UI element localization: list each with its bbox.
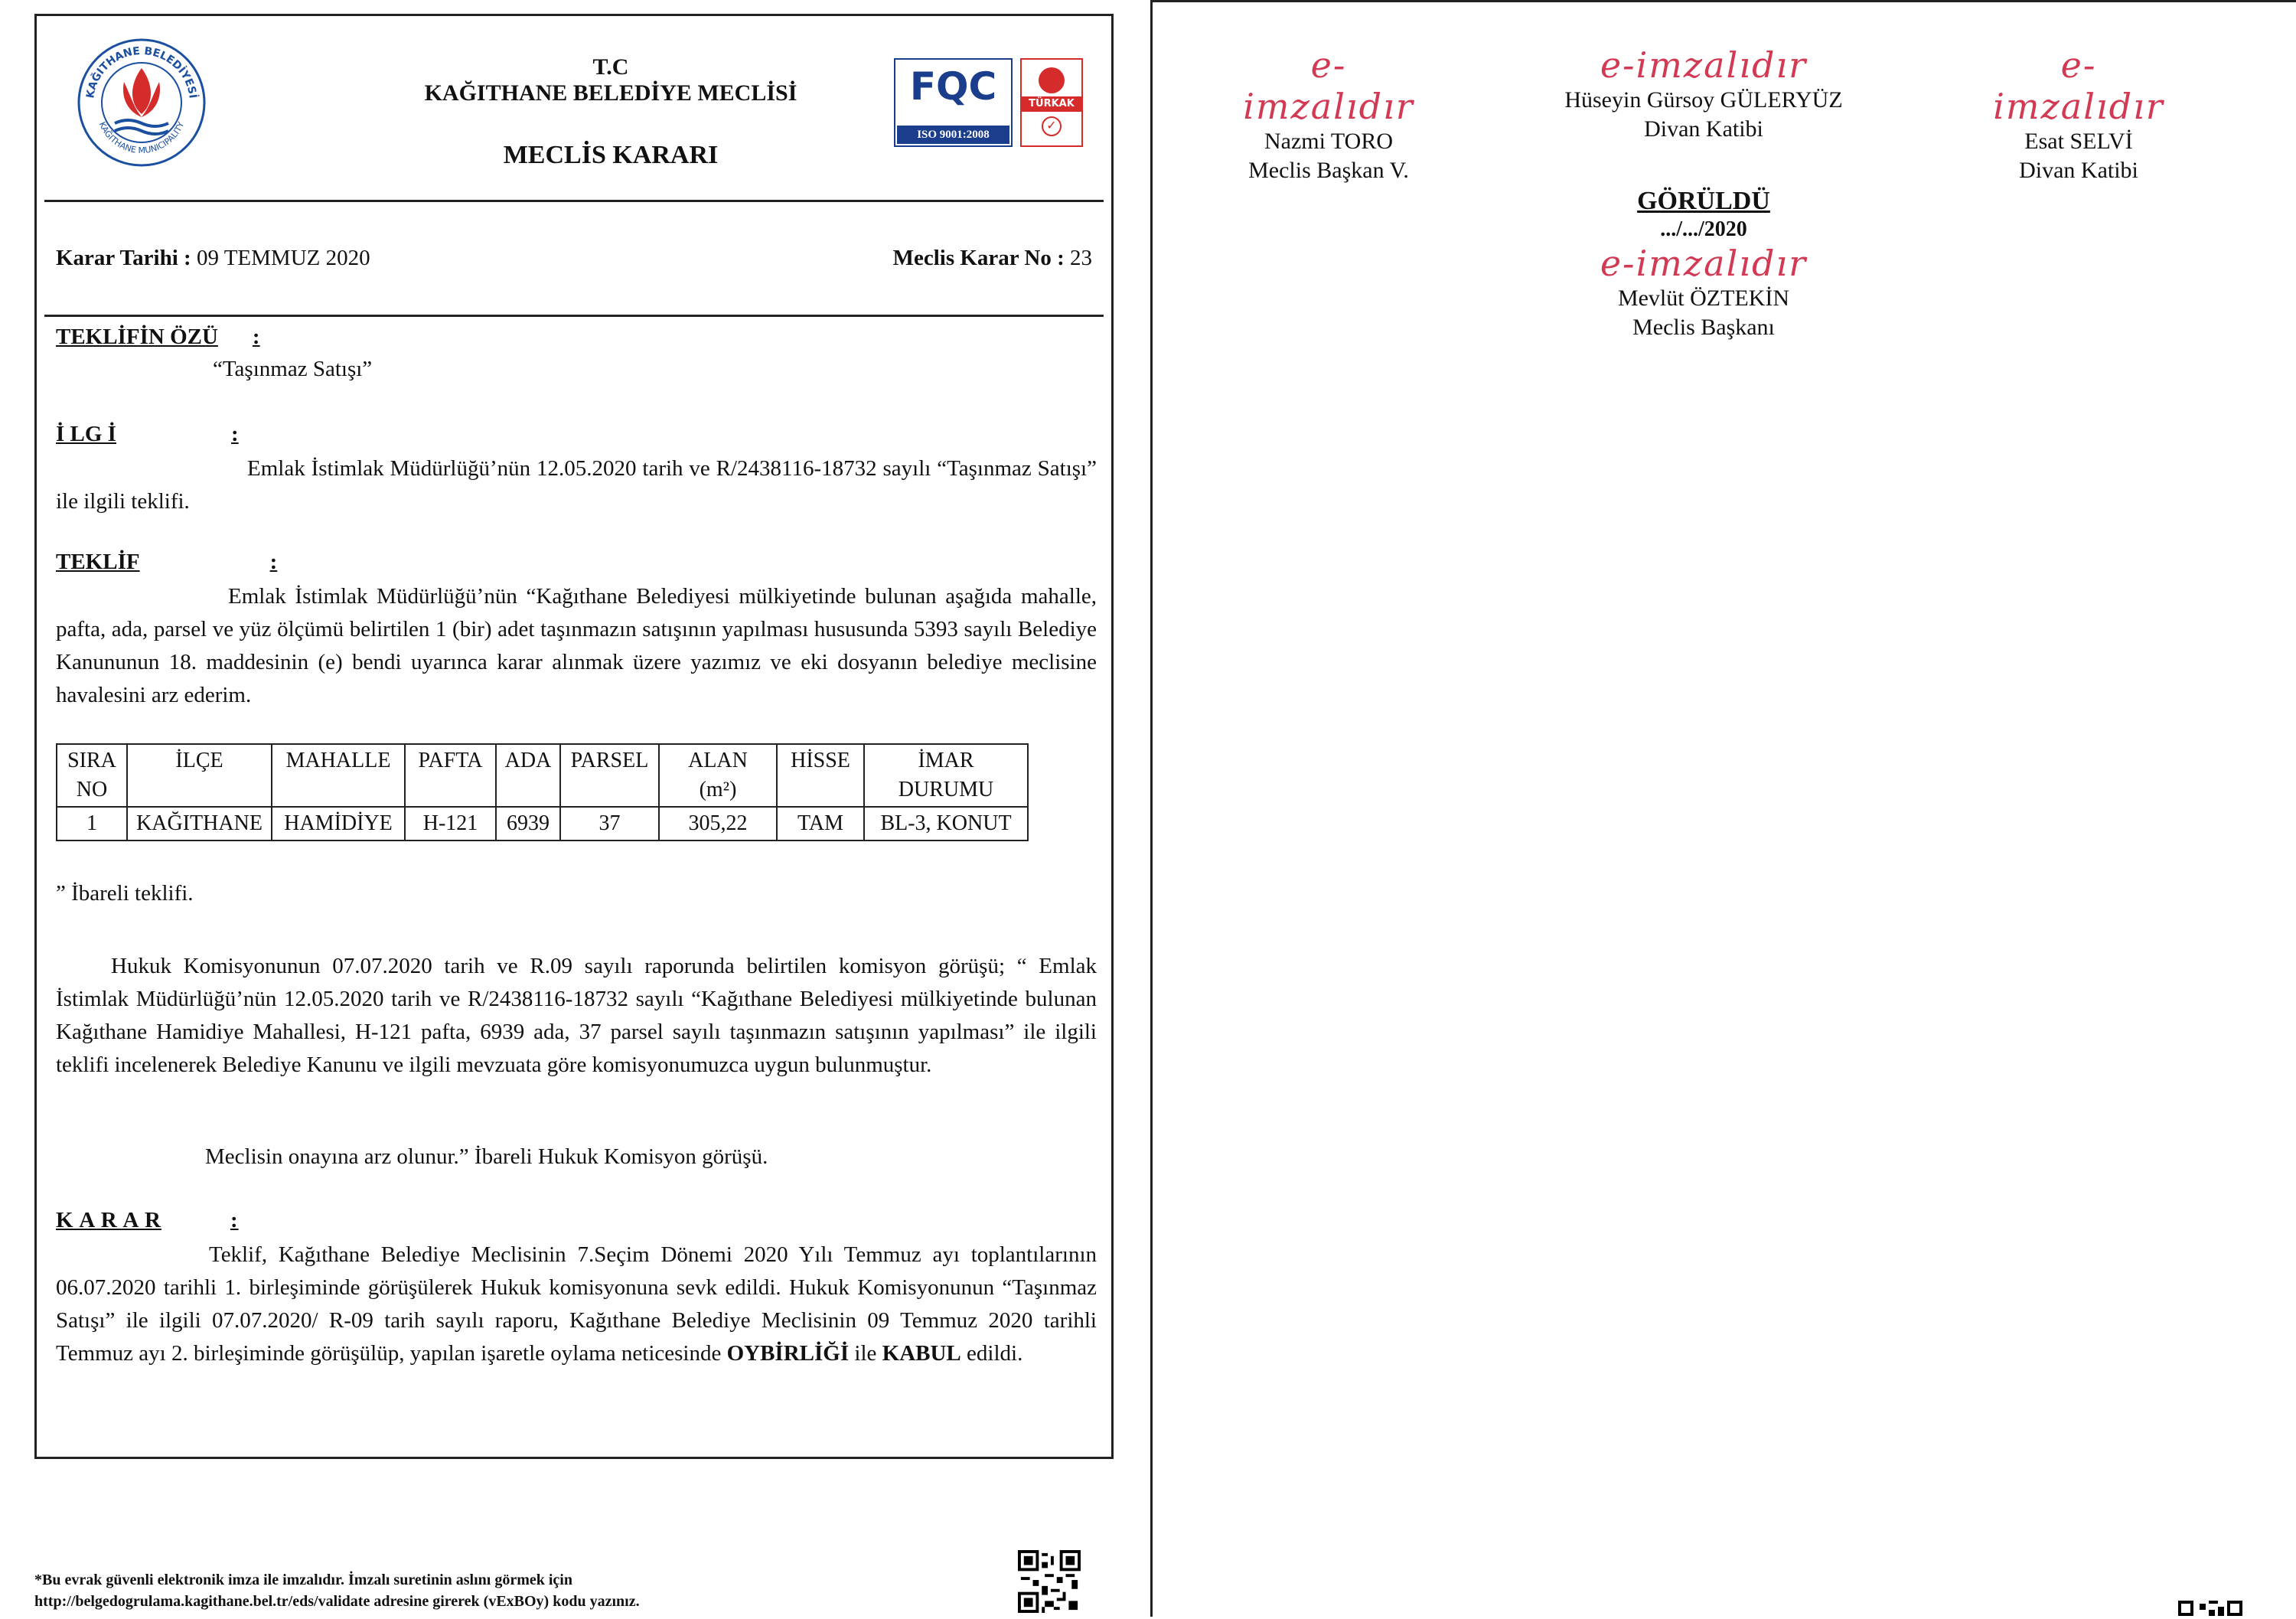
- signer-2: [1528, 44, 1880, 144]
- fqc-logo-icon: FQC: [909, 64, 997, 109]
- svg-text:KAĞITHANE MUNICIPALITY: [97, 120, 187, 155]
- karar-text: [56, 1239, 1097, 1370]
- after-table-text: ” İbareli teklifi.: [56, 881, 194, 906]
- president-title: Meclis Başkanı: [1632, 315, 1775, 340]
- karar-label-row: [56, 1208, 239, 1233]
- cell-hisse: TAM: [777, 807, 864, 841]
- header-council: KAĞITHANE BELEDİYE MECLİSİ: [424, 80, 797, 106]
- teklif-text: Emlak İstimlak Müdürlüğü’nün “Kağıthane Belediyesi mülkiyetinde bulunan aşağıda mahalle, pafta, ada, parsel ve yüz ölçümü belirtilen 1 (bir) adet taşınmazın satışının yapılması hususunda 5393 sayılı Belediye Kanununun 18. maddesinin (e) bendi uyarınca karar alınmak üzere yazımız ve eki dosyanın belediye meclisine havalesini arz ederim.: [56, 584, 1097, 707]
- karar-text-main: Teklif, Kağıthane Belediye Meclisinin 7.Seçim Dönemi 2020 Yılı Temmuz ayı toplantılarının 06.07.2020 tarihli 1. birleşiminde görüşülerek Hukuk komisyonuna sevk edildi. Hukuk Komisyonunun “Taşınmaz Satışı” ile ilgili 07.07.2020/ R-09 tarih sayılı raporu, Kağıthane Belediye Meclisinin 09 Temmuz 2020 tarihli Temmuz ayı 2. birleşiminde görüşülüp, yapılan işaretle oylama neticesinde: [56, 1242, 1097, 1366]
- decision-date: [56, 246, 370, 271]
- karar-text-end: edildi.: [967, 1341, 1023, 1366]
- qr-code-icon: [1018, 1550, 1081, 1613]
- approval-text: Meclisin onayına arz olunur.” İbareli Hukuk Komisyon görüşü.: [205, 1144, 768, 1169]
- decision-number-label: Meclis Karar No :: [892, 246, 1065, 270]
- esig-stamp-1: e-imzalıdır: [1243, 44, 1414, 127]
- decision-number-value: 23: [1070, 246, 1092, 270]
- certification-logos: [894, 58, 1085, 147]
- signer-1-title: Meclis Başkan V.: [1248, 158, 1409, 183]
- cell-mahalle: HAMİDİYE: [272, 807, 405, 841]
- header-titles: [328, 54, 894, 106]
- goruldu-label: GÖRÜLDÜ: [1637, 187, 1770, 215]
- teklif-colon: :: [269, 550, 278, 574]
- signer-1: [1225, 44, 1432, 185]
- col-sira: SIRA NO: [57, 744, 127, 807]
- municipality-logo-icon: [77, 38, 207, 168]
- cell-pafta: H-121: [405, 807, 496, 841]
- doc-type-title: MECLİS KARARI: [503, 141, 719, 169]
- decision-number: [893, 246, 1092, 271]
- logo-text-top: KAĞITHANE BELEDİYESİ: [84, 44, 199, 100]
- signer-3: [1975, 44, 2182, 185]
- table-header-row: [57, 744, 1028, 807]
- signer-3-name: Esat SELVİ: [2024, 129, 2133, 154]
- decision-date-label: Karar Tarihi :: [56, 246, 191, 270]
- col-imar: İMAR DURUMU: [864, 744, 1028, 807]
- esig-stamp-2: e-imzalıdır: [1600, 44, 1808, 86]
- iso-label: ISO 9001:2008: [897, 126, 1009, 144]
- cell-alan: 305,22: [659, 807, 777, 841]
- footer-line-1: *Bu evrak güvenli elektronik imza ile imzalıdır. İmzalı suretinin aslını görmek için: [34, 1572, 572, 1588]
- footer-line-2[interactable]: http://belgedogrulama.kagithane.bel.tr/eds/validate adresine girerek (vExBOy) kodu yazınız.: [34, 1593, 640, 1610]
- president-block: [1589, 186, 1818, 342]
- footer-note: [34, 1569, 640, 1612]
- accepted-text: KABUL: [882, 1341, 961, 1366]
- cell-ilce: KAĞITHANE: [127, 807, 272, 841]
- ilgi-label-row: [56, 422, 239, 447]
- turkak-logo-icon: [1039, 67, 1065, 93]
- signature-page: [1150, 0, 2296, 1617]
- meta-divider: [44, 315, 1104, 317]
- karar-text-mid: ile: [854, 1341, 877, 1366]
- signer-2-name: Hüseyin Gürsoy GÜLERYÜZ: [1564, 87, 1843, 113]
- col-hisse: HİSSE: [777, 744, 864, 807]
- ozu-label-row: [56, 325, 260, 350]
- col-pafta: PAFTA: [405, 744, 496, 807]
- logo-text-bottom: KAĞITHANE MUNICIPALITY: [96, 120, 187, 156]
- esig-stamp-3: e-imzalıdır: [1993, 44, 2164, 127]
- signer-1-name: Nazmi TORO: [1264, 129, 1394, 154]
- decision-page: [34, 14, 1114, 1459]
- cell-sira: 1: [57, 807, 127, 841]
- ozu-label: TEKLİFİN ÖZÜ: [56, 325, 218, 349]
- commission-text: Hukuk Komisyonunun 07.07.2020 tarih ve R.09 sayılı raporunda belirtilen komisyon görüşü; “ Emlak İstimlak Müdürlüğü’nün 12.05.2020 tarih ve R/2438116-18732 sayılı “Kağıthane Belediyesi mülkiyetinde bulunan Kağıthane Hamidiye Mahallesi, H-121 pafta, 6939 ada, 37 parsel sayılı taşınmazın satışının yapılması” ile ilgili teklifi incelenerek Belediye Kanunu ve ilgili mevzuata göre komisyonumuzca uygun bulunmuştur.: [56, 954, 1097, 1077]
- goruldu-date: .../.../2020: [1660, 217, 1747, 241]
- col-ilce: İLÇE: [127, 744, 272, 807]
- header-divider: [44, 200, 1104, 202]
- ilgi-text: Emlak İstimlak Müdürlüğü’nün 12.05.2020 tarih ve R/2438116-18732 sayılı “Taşınmaz Satışı” ile ilgili teklifi.: [56, 456, 1097, 514]
- signer-2-title: Divan Katibi: [1644, 116, 1763, 142]
- cell-imar: BL-3, KONUT: [864, 807, 1028, 841]
- ilgi-label: İ LG İ: [56, 422, 116, 446]
- header-tc: T.C: [592, 54, 629, 80]
- cell-ada: 6939: [496, 807, 560, 841]
- karar-label: K A R A R: [56, 1208, 161, 1232]
- qr-code-small-icon: [2178, 1601, 2242, 1619]
- cell-parsel: 37: [560, 807, 659, 841]
- col-parsel: PARSEL: [560, 744, 659, 807]
- col-alan: ALAN (m²): [659, 744, 777, 807]
- esig-stamp-president: e-imzalıdır: [1600, 243, 1808, 284]
- president-name: Mevlüt ÖZTEKİN: [1617, 286, 1790, 311]
- unanimity-text: OYBİRLİĞİ: [726, 1341, 850, 1366]
- check-icon: ✓: [1042, 116, 1062, 136]
- ozu-text: “Taşınmaz Satışı”: [213, 357, 373, 381]
- col-ada: ADA: [496, 744, 560, 807]
- teklif-label: TEKLİF: [56, 550, 140, 574]
- ilgi-colon: :: [230, 422, 239, 446]
- table-row: [57, 807, 1028, 841]
- ozu-colon: :: [252, 325, 260, 349]
- turkak-label: TÜRKAK: [1022, 96, 1081, 112]
- decision-date-value: 09 TEMMUZ 2020: [196, 246, 370, 270]
- signer-3-title: Divan Katibi: [2019, 158, 2138, 183]
- property-table: [56, 743, 1029, 841]
- karar-colon: :: [230, 1208, 239, 1232]
- col-mahalle: MAHALLE: [272, 744, 405, 807]
- teklif-label-row: [56, 550, 277, 575]
